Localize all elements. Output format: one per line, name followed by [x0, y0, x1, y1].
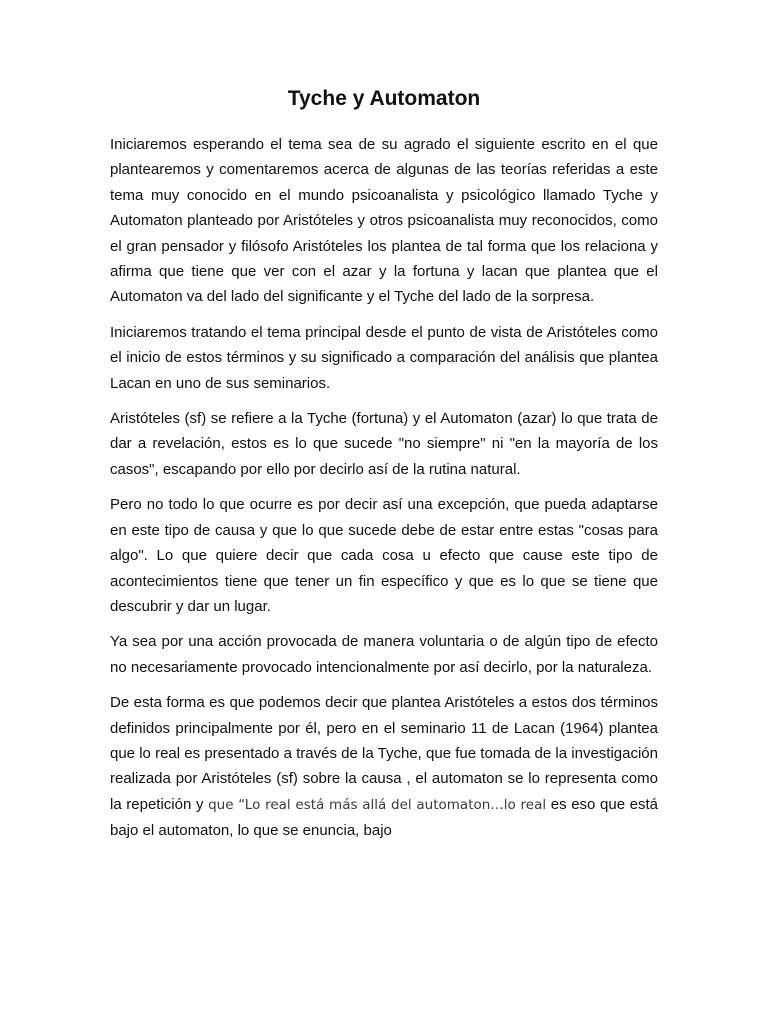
inline-quote: que “Lo real está más allá del automaton…lo real	[208, 796, 547, 813]
document-title: Tyche y Automaton	[287, 87, 481, 110]
paragraph-2: Iniciaremos tratando el tema principal desde el punto de vista de Aristóteles como el inicio de estos términos y su significado a comparación del análisis que plantea Lacan en uno de sus seminarios.	[110, 323, 658, 392]
paragraph-6	[110, 690, 658, 843]
paragraph-6-continuation: es eso que está bajo el automaton, lo que se enuncia, bajo	[110, 795, 658, 840]
paragraph-3: Aristóteles (sf) se refiere a la Tyche (fortuna) y el Automaton (azar) lo que trata de dar a revelación, estos es lo que sucede "no siempre" ni "en la mayoría de los casos", escapando por ello por decirlo así de la rutina natural.	[110, 410, 658, 478]
paragraph-5: Ya sea por una acción provocada de manera voluntaria o de algún tipo de efecto no necesariamente provocado intencionalmente por así decirlo, por la naturaleza.	[110, 633, 658, 676]
paragraph-1: Iniciaremos esperando el tema sea de su agrado el siguiente escrito en el que plantearemos y comentaremos acerca de algunas de las teorías referidas a este tema muy conocido en el mundo psicoanalista y psicológico llamado Tyche y Automaton planteado por Aristóteles y otros psicoanalista muy reconocidos, como el gran pensador y filósofo Aristóteles los plantea de tal forma que los relaciona y afirma que tiene que ver con el azar y la fortuna y lacan que plantea que el Automaton va del lado del significante y el Tyche del lado de la sorpresa.	[110, 136, 658, 306]
paragraph-4: Pero no todo lo que ocurre es por decir así una excepción, que pueda adaptarse en este tipo de causa y que lo que sucede debe de estar entre estas "cosas para algo". Lo que quiere decir que cada cosa u efecto que cause este tipo de acontecimientos tiene que tener un fin específico y que es lo que se tiene que descubrir y dar un lugar.	[110, 496, 658, 615]
paragraph-6-text: De esta forma es que podemos decir que plantea Aristóteles a estos dos términos definidos principalmente por él, pero en el seminario 11 de Lacan (1964) plantea que lo real es presentado a través de la Tyche, que fue tomada de la investigación realizada por Aristóteles (sf) sobre la causa , el automaton se lo representa como la repetición y	[110, 694, 658, 813]
document-body	[110, 132, 658, 854]
